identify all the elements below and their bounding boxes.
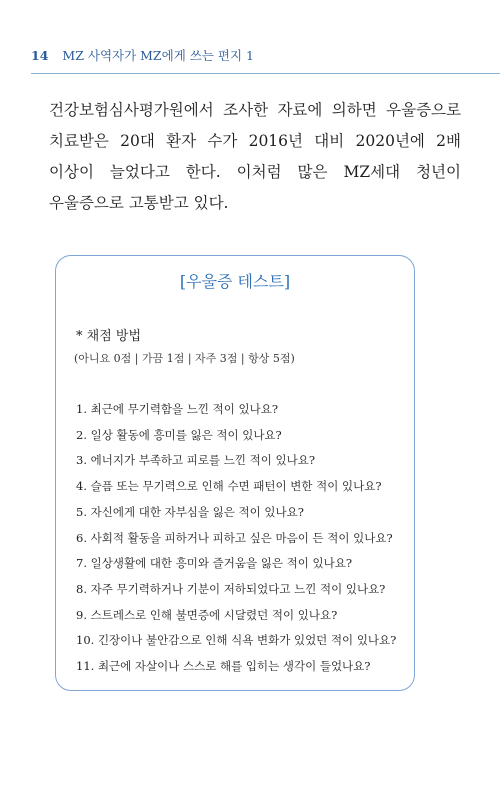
question-item: 3. 에너지가 부족하고 피로를 느낀 적이 있나요? <box>76 453 316 468</box>
question-item: 11. 최근에 자살이나 스스로 해를 입히는 생각이 들었나요? <box>76 659 371 674</box>
running-head <box>31 46 254 64</box>
question-item: 1. 최근에 무기력함을 느낀 적이 있나요? <box>76 402 279 416</box>
question-item: 8. 자주 무기력하거나 기분이 저하되었다고 느낀 적이 있나요? <box>76 581 386 596</box>
page-number: 14 <box>31 48 49 63</box>
scoring-scale: (아니요 0점 | 가끔 1점 | 자주 3점 | 항상 5점) <box>74 352 295 365</box>
test-box-title: [우울증 테스트] <box>179 272 291 291</box>
question-list <box>76 397 396 680</box>
question-item: 5. 자신에게 대한 자부심을 잃은 적이 있나요? <box>76 504 304 519</box>
question-item: 4. 슬픔 또는 무기력으로 인해 수면 패턴이 변한 적이 있나요? <box>76 479 382 494</box>
depression-test-box <box>55 255 415 691</box>
book-title: MZ 사역자가 MZ에게 쓰는 편지 1 <box>62 48 254 63</box>
body-paragraph: 건강보험심사평가원에서 조사한 자료에 의하면 우울증으로 치료받은 20대 환자 수가 2016년 대비 2020년에 2배 이상이 늘었다고 한다. 이처럼 많은 MZ세대 청년이 우울증으로 고통받고 있다. <box>49 101 461 212</box>
header-rule <box>31 73 500 74</box>
question-item: 6. 사회적 활동을 피하거나 피하고 싶은 마음이 든 적이 있나요? <box>76 530 393 545</box>
question-item: 10. 긴장이나 불안감으로 인해 식욕 변화가 있었던 적이 있나요? <box>76 633 397 648</box>
question-item: 9. 스트레스로 인해 불면증에 시달렸던 적이 있나요? <box>76 607 338 622</box>
question-item: 7. 일상생활에 대한 흥미와 즐거움을 잃은 적이 있나요? <box>76 556 353 571</box>
question-item: 2. 일상 활동에 흥미를 잃은 적이 있나요? <box>76 427 282 442</box>
scoring-method-title: * 채점 방법 <box>76 329 141 344</box>
